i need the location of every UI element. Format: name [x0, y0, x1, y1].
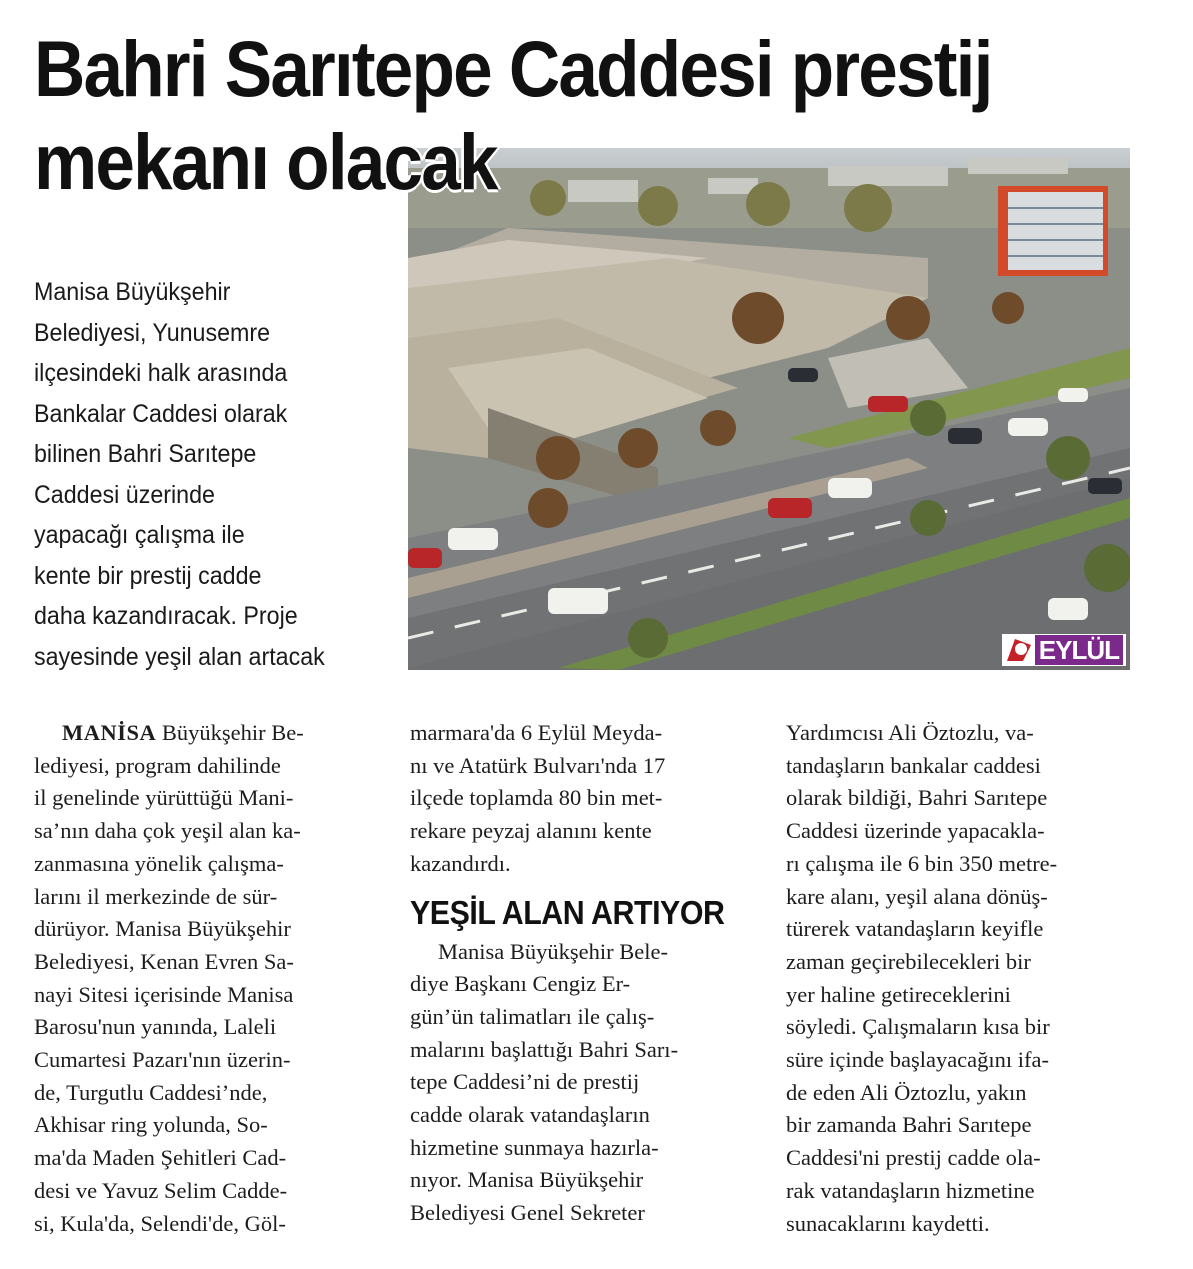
col2-line: Manisa Büyükşehir Bele- — [438, 938, 668, 964]
subheading: YEŞİL ALAN ARTIYOR — [410, 893, 725, 931]
col3-line: rı çalışma ile 6 bin 350 metre- — [786, 850, 1058, 876]
col3-line: Yardımcısı Ali Öztozlu, va- — [786, 720, 1034, 745]
col1-line: zanmasına yönelik çalışma- — [34, 850, 284, 876]
col2-line: nı ve Atatürk Bulvarı'nda 17 — [410, 752, 666, 778]
col1-line: ma'da Maden Şehitleri Cad- — [34, 1145, 287, 1171]
col3-line: sunacaklarını kaydetti. — [786, 1210, 990, 1236]
body-column-2 — [410, 717, 750, 1230]
col1-line: si, Kula'da, Selendi'de, Göl- — [34, 1210, 286, 1236]
col1-line: desi ve Yavuz Selim Cadde- — [34, 1177, 288, 1203]
aerial-street-photo-icon — [408, 148, 1130, 670]
col2-line: tepe Caddesi’ni de prestij — [410, 1069, 640, 1095]
col3-line: bir zamanda Bahri Sarıtepe — [786, 1112, 1032, 1138]
col3-line: yer haline getireceklerini — [786, 981, 1011, 1007]
headline-line-2: mekanı olacak — [34, 117, 497, 206]
lead-line: sayesinde yeşil alan artacak — [34, 642, 325, 671]
lead-paragraph — [34, 272, 378, 677]
lead-line: yapacağı çalışma ile — [34, 521, 245, 549]
col2-line: marmara'da 6 Eylül Meyda- — [410, 720, 663, 745]
col3-line: Caddesi üzerinde yapacakla- — [786, 818, 1045, 844]
dateline: MANİSA — [62, 720, 157, 745]
col1-line: de, Turgutlu Caddesi’nde, — [34, 1079, 268, 1105]
lead-line: Belediyesi, Yunusemre — [34, 318, 271, 347]
col1-line: larını il merkezinde de sür- — [34, 883, 278, 909]
col1-line: dürüyor. Manisa Büyükşehir — [34, 916, 291, 942]
col3-line: kare alanı, yeşil alana dönüş- — [786, 883, 1048, 909]
lead-line: daha kazandıracak. Proje — [34, 602, 298, 630]
col2-line: hizmetine sunmaya hazırla- — [410, 1134, 659, 1160]
article-photo — [408, 148, 1130, 670]
col3-line: olarak bildiği, Bahri Sarıtepe — [786, 785, 1048, 811]
col1-line: Akhisar ring yolunda, So- — [34, 1112, 268, 1138]
col3-line: süre içinde başlayacağını ifa- — [786, 1047, 1050, 1073]
col1-line: il genelinde yürüttüğü Mani- — [34, 785, 294, 811]
col2-line: gün’ün talimatları ile çalış- — [410, 1003, 655, 1029]
lead-line: kente bir prestij cadde — [34, 561, 262, 590]
headline-line-1: Bahri Sarıtepe Caddesi prestij — [34, 24, 992, 113]
lead-line: Bankalar Caddesi olarak — [34, 399, 288, 428]
col3-line: türerek vatandaşların keyifle — [786, 916, 1044, 942]
col3-line: söyledi. Çalışmaların kısa bir — [786, 1014, 1050, 1040]
body-column-1 — [34, 717, 374, 1240]
col1-line: MANİSA Büyükşehir Be- — [62, 720, 304, 745]
col1-line: Cumartesi Pazarı'nın üzerin- — [34, 1047, 291, 1073]
watermark-text: EYLÜL — [1035, 635, 1123, 665]
col1-line: lediyesi, program dahilinde — [34, 752, 281, 778]
col2-line: diye Başkanı Cengiz Er- — [410, 971, 631, 997]
lead-line: ilçesindeki halk arasında — [34, 359, 288, 387]
col3-line: de eden Ali Öztozlu, yakın — [786, 1079, 1027, 1105]
article-headline — [34, 22, 992, 208]
lead-line: Caddesi üzerinde — [34, 480, 215, 509]
col1-line: Belediyesi, Kenan Evren Sa- — [34, 948, 294, 974]
col2-line: ilçede toplamda 80 bin met- — [410, 785, 663, 811]
col2-line: malarını başlattığı Bahri Sarı- — [410, 1036, 679, 1062]
col2-line: cadde olarak vatandaşların — [410, 1102, 650, 1128]
col2-line: rekare peyzaj alanını kente — [410, 818, 652, 844]
col2-line: Belediyesi Genel Sekreter — [410, 1200, 645, 1226]
col3-line: rak vatandaşların hizmetine — [786, 1177, 1035, 1203]
col1-line: nayi Sitesi içerisinde Manisa — [34, 981, 294, 1007]
newspaper-logo — [1002, 634, 1126, 666]
col3-line: Caddesi'ni prestij cadde ola- — [786, 1145, 1041, 1171]
col2-line: nıyor. Manisa Büyükşehir — [410, 1167, 644, 1193]
body-column-3 — [786, 717, 1126, 1240]
col1-line: Barosu'nun yanında, Laleli — [34, 1014, 277, 1040]
ataturk-profile-icon — [1005, 637, 1033, 663]
col1-line: sa’nın daha çok yeşil alan ka- — [34, 818, 301, 844]
col2-line: kazandırdı. — [410, 850, 511, 876]
col3-line: zaman geçirebilecekleri bir — [786, 948, 1031, 974]
lead-line: bilinen Bahri Sarıtepe — [34, 440, 257, 468]
lead-line: Manisa Büyükşehir — [34, 278, 231, 306]
col3-line: tandaşların bankalar caddesi — [786, 752, 1041, 778]
